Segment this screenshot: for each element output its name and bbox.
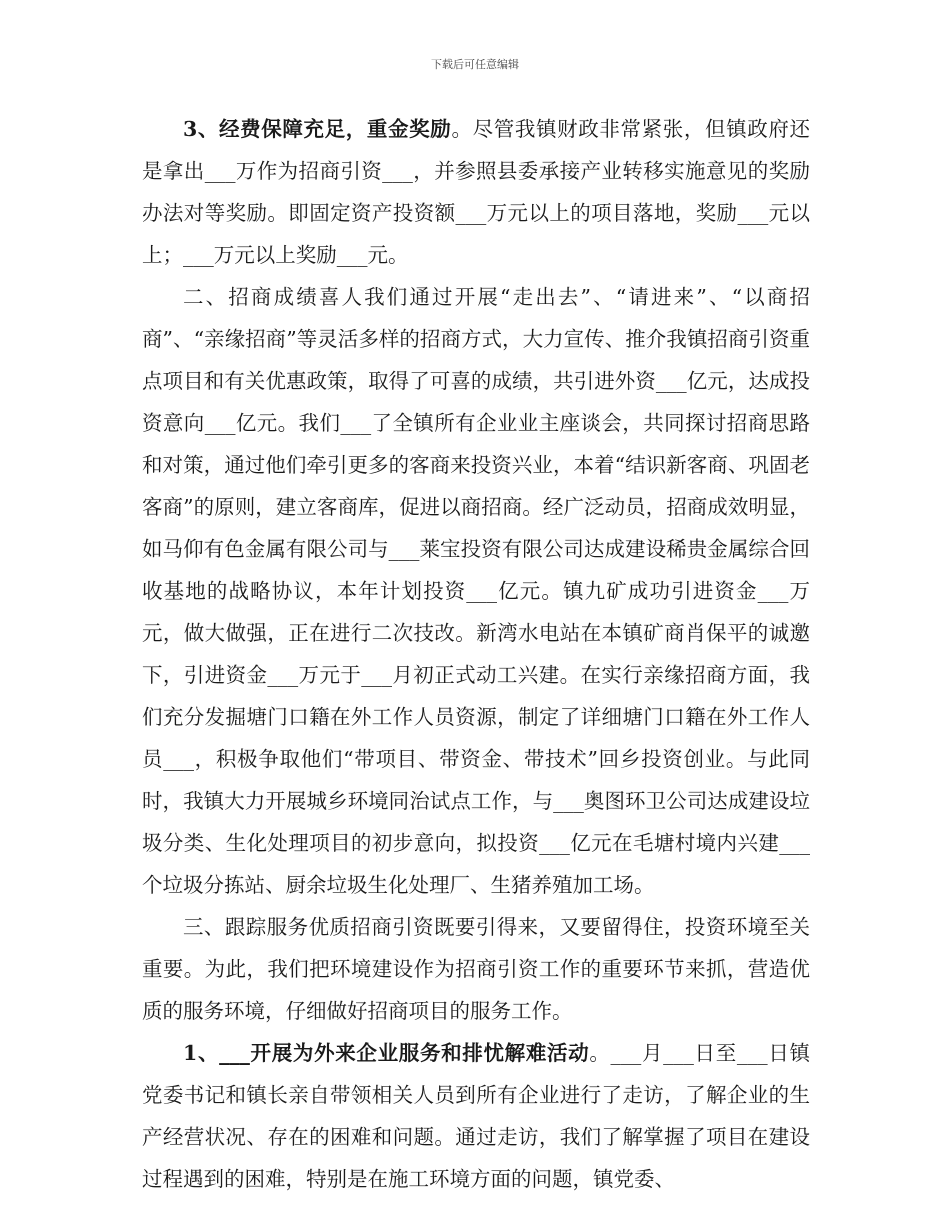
paragraph-service: [142, 906, 810, 1032]
paragraph-heading: 1、___开展为外来企业服务和排忧解难活动: [183, 1041, 590, 1065]
paragraph-funding: [142, 108, 810, 276]
paragraph-text: 。尽管我镇财政非常紧张，但镇政府还是拿出___万作为招商引资___，并参照县委承接产业转移实施意见的奖励办法对等奖励。即固定资产投资额___万元以上的项目落地，奖励___元以上；___万元以上奖励___元。: [142, 117, 810, 267]
page-header: 下载后可任意编辑: [431, 58, 519, 71]
paragraph-text: 二、招商成绩喜人我们通过开展“走出去”、“请进来”、“以商招商”、“亲缘招商”等灵活多样的招商方式，大力宣传、推介我镇招商引资重点项目和有关优惠政策，取得了可喜的成绩，共引进外资___亿元，达成投资意向___亿元。我们___了全镇所有企业业主座谈会，共同探讨招商思路和对策，通过他们牵引更多的客商来投资兴业，本着“结识新客商、巩固老客商”的原则，建立客商库，促进以商招商。经广泛动员，招商成效明显，如马仰有色金属有限公司与___莱宝投资有限公司达成建设稀贵金属综合回收基地的战略协议，本年计划投资___亿元。镇九矿成功引进资金___万元，做大做强，正在进行二次技改。新湾水电站在本镇矿商肖保平的诚邀下，引进资金___万元于___月初正式动工兴建。在实行亲缘招商方面，我们充分发掘塘门口籍在外工作人员资源，制定了详细塘门口籍在外工作人员___，积极争取他们“带项目、带资金、带技术”回乡投资创业。与此同时，我镇大力开展城乡环境同治试点工作，与___奥图环卫公司达成建设垃圾分类、生化处理项目的初步意向，拟投资___亿元在毛塘村境内兴建___个垃圾分拣站、厨余垃圾生化处理厂、生猪养殖加工场。: [142, 285, 810, 897]
paragraph-text: 。___月___日至___日镇党委书记和镇长亲自带领相关人员到所有企业进行了走访，了解企业的生产经营状况、存在的困难和问题。通过走访，我们了解掌握了项目在建设过程遇到的困难，特别是在施工环境方面的问题，镇党委、: [142, 1041, 811, 1191]
document-body: [142, 108, 810, 1200]
paragraph-activities: [142, 1032, 810, 1200]
paragraph-heading: 3、经费保障充足，重金奖励: [183, 117, 452, 141]
paragraph-text: 三、跟踪服务优质招商引资既要引得来，又要留得住，投资环境至关重要。为此，我们把环境建设作为招商引资工作的重要环节来抓，营造优质的服务环境，仔细做好招商项目的服务工作。: [142, 915, 810, 1023]
paragraph-results: [142, 276, 810, 906]
